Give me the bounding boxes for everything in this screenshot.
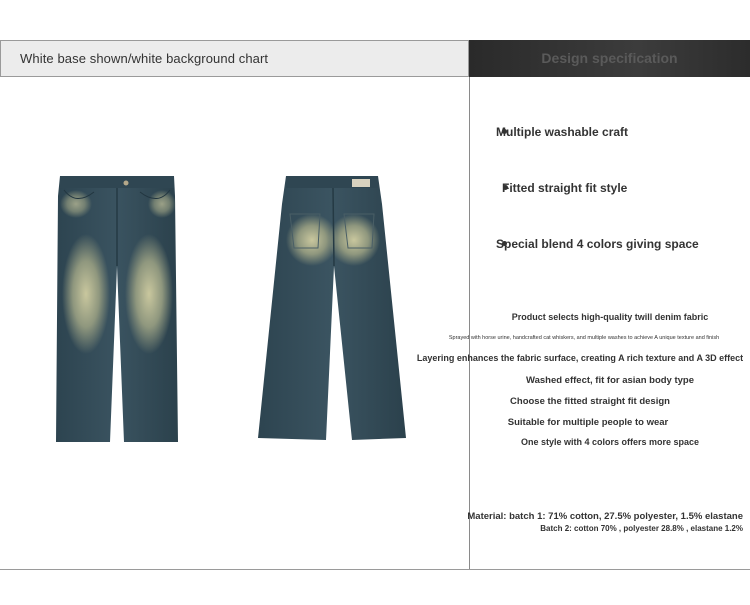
header-left-bar — [0, 40, 469, 77]
material-line-1: Material: batch 1: 71% cotton, 27.5% polyester, 1.5% elastane — [467, 511, 743, 522]
jeans-front-image — [54, 174, 180, 444]
desc-line-4: Washed effect, fit for asian body type — [525, 375, 695, 386]
desc-line-3: Layering enhances the fabric surface, creating A rich texture and A 3D effect — [416, 353, 744, 363]
feature-3: Special blend 4 colors giving space — [496, 237, 699, 251]
bottom-divider — [0, 569, 750, 570]
header-right-bar — [469, 40, 750, 77]
material-line-2: Batch 2: cotton 70% , polyester 28.8% , elastane 1.2% — [540, 524, 743, 533]
header-right-title: Design specification — [541, 50, 678, 66]
jeans-back-image — [256, 174, 406, 442]
feature-2: Fitted straight fit style — [502, 181, 628, 195]
header-left-title: White base shown/white background chart — [20, 51, 269, 66]
desc-line-5: Choose the fitted straight fit design — [510, 396, 670, 407]
desc-line-1: Product selects high-quality twill denim fabric — [511, 312, 709, 322]
desc-line-6: Suitable for multiple people to wear — [507, 417, 669, 428]
column-divider — [469, 77, 470, 569]
desc-line-2: Sprayed with horse urine, handcrafted cat whiskers, and multiple washes to achieve A unique texture and finish — [448, 335, 720, 341]
feature-1: Multiple washable craft — [496, 125, 629, 139]
desc-line-7: One style with 4 colors offers more space — [520, 437, 700, 447]
